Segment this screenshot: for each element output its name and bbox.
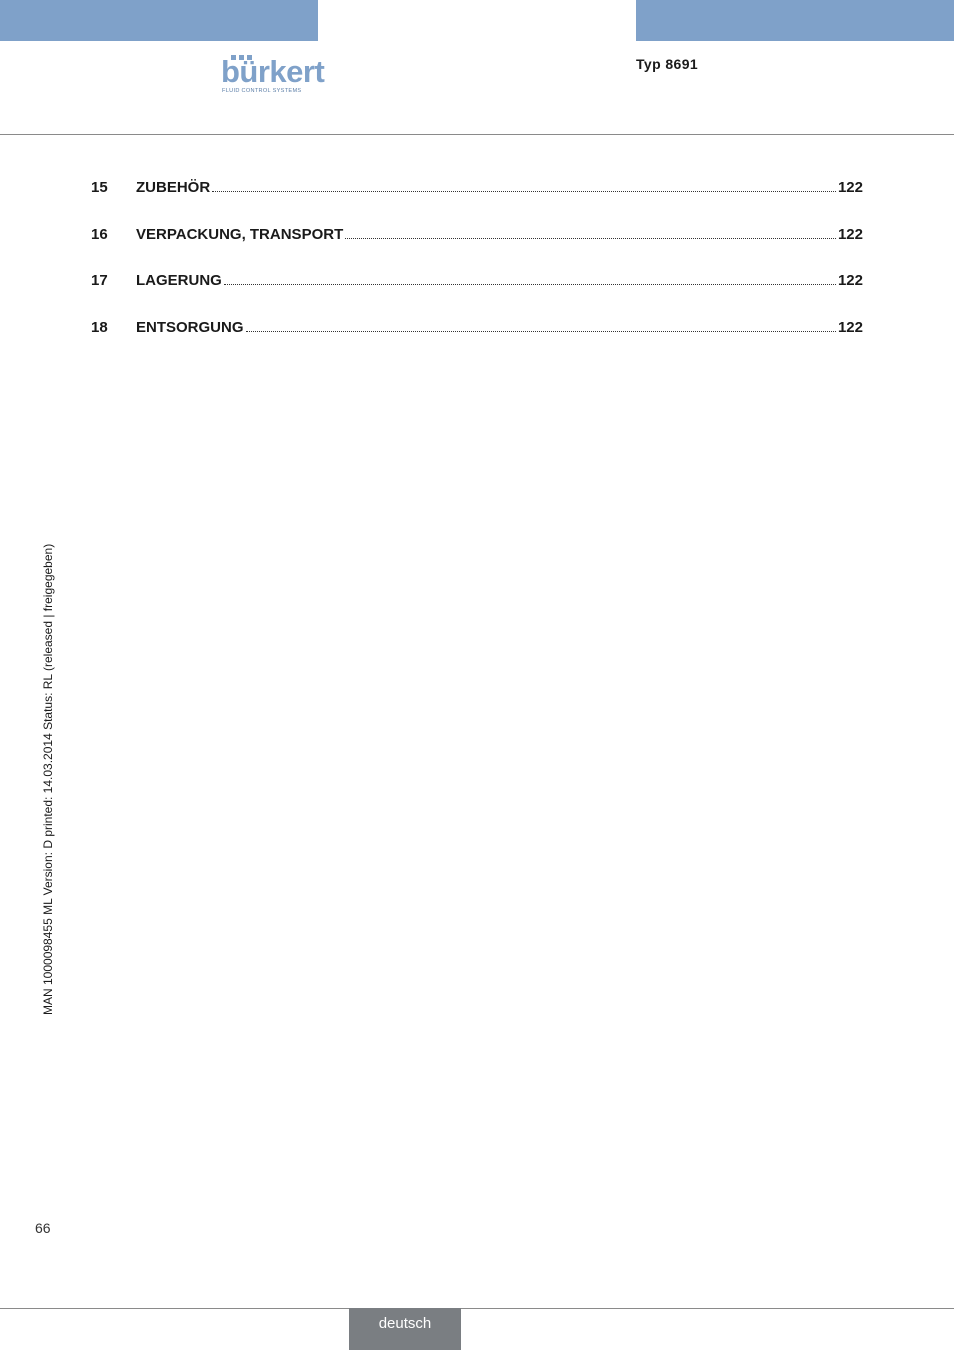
toc-entry-title: LAGERUNG <box>136 272 222 289</box>
toc-entry-page: 122 <box>837 319 863 336</box>
toc-entry-number: 17 <box>91 272 108 289</box>
toc-entry-18[interactable] <box>91 318 863 340</box>
toc-entry-15[interactable] <box>91 178 863 200</box>
toc-entry-title: ZUBEHÖR <box>136 179 211 196</box>
header-bar-right <box>636 0 954 41</box>
page-number: 66 <box>35 1220 51 1236</box>
footer-divider <box>0 1308 954 1309</box>
toc-dot-leader <box>212 179 836 192</box>
document-type: Typ 8691 <box>636 56 699 72</box>
logo-tagline: FLUID CONTROL SYSTEMS <box>222 88 302 94</box>
toc-entry-16[interactable] <box>91 225 863 247</box>
toc-entry-title: ENTSORGUNG <box>136 319 244 336</box>
toc-dot-leader <box>246 319 836 332</box>
header-divider <box>0 134 954 135</box>
language-tab: deutsch <box>349 1308 461 1350</box>
document-metadata-note: MAN 1000098455 ML Version: D printed: 14.03.2014 Status: RL (released | freigegeben) <box>41 543 55 1015</box>
toc-entry-page: 122 <box>837 272 863 289</box>
toc-entry-title: VERPACKUNG, TRANSPORT <box>136 226 344 243</box>
header-bar-left <box>0 0 318 41</box>
toc-dot-leader <box>345 226 836 239</box>
burkert-logo <box>221 54 325 97</box>
toc-entry-number: 15 <box>91 179 108 196</box>
toc-entry-page: 122 <box>837 179 863 196</box>
toc-dot-leader <box>224 272 836 285</box>
toc-entry-number: 18 <box>91 319 108 336</box>
toc-entry-page: 122 <box>837 226 863 243</box>
logo-wordmark: bürkert <box>221 54 325 89</box>
toc-entry-17[interactable] <box>91 271 863 293</box>
toc-entry-number: 16 <box>91 226 108 243</box>
